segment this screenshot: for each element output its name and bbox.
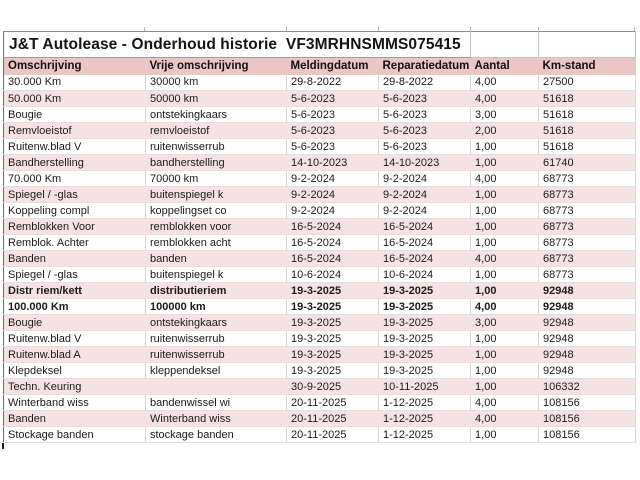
cell-meldingdatum[interactable]: 19-3-2025 [287, 315, 379, 331]
cell-omschrijving[interactable]: Bougie [4, 315, 146, 331]
cell-vrije-omschrijving[interactable]: banden [146, 251, 287, 267]
table-row [4, 379, 636, 395]
cell-km-stand[interactable]: 92948 [539, 331, 636, 347]
cell-aantal[interactable]: 1,00 [471, 347, 539, 363]
cell-meldingdatum[interactable]: 9-2-2024 [287, 187, 379, 203]
cell-vrije-omschrijving[interactable]: Winterband wiss [146, 411, 287, 427]
cell-meldingdatum[interactable]: 5-6-2023 [287, 107, 379, 123]
cell-meldingdatum[interactable]: 9-2-2024 [287, 203, 379, 219]
cell-omschrijving[interactable]: Ruitenw.blad V [4, 139, 146, 155]
cell-vrije-omschrijving[interactable]: ontstekingkaars [146, 315, 287, 331]
cell-omschrijving[interactable]: Remblokken Voor [4, 219, 146, 235]
cell-omschrijving[interactable]: Bougie [4, 107, 146, 123]
grid-tick [538, 27, 539, 31]
cell-reparatiedatum[interactable]: 16-5-2024 [379, 235, 471, 251]
cell-meldingdatum[interactable]: 20-11-2025 [287, 411, 379, 427]
cell-meldingdatum[interactable]: 19-3-2025 [287, 283, 379, 299]
cell-meldingdatum[interactable]: 16-5-2024 [287, 235, 379, 251]
cell-meldingdatum[interactable]: 5-6-2023 [287, 139, 379, 155]
cell-aantal[interactable]: 1,00 [471, 219, 539, 235]
cell-km-stand[interactable]: 106332 [539, 379, 636, 395]
table-row [4, 427, 636, 443]
column-header-row [4, 58, 636, 75]
cell-vrije-omschrijving[interactable]: ruitenwisserrub [146, 331, 287, 347]
cell-omschrijving[interactable]: Stockage banden [4, 427, 146, 443]
cell-reparatiedatum[interactable]: 19-3-2025 [379, 363, 471, 379]
cell-km-stand[interactable]: 68773 [539, 235, 636, 251]
cell-vrije-omschrijving[interactable]: buitenspiegel k [146, 187, 287, 203]
cell-omschrijving[interactable]: Spiegel / -glas [4, 267, 146, 283]
cell-vrije-omschrijving[interactable]: ruitenwisserrub [146, 347, 287, 363]
cell-reparatiedatum[interactable]: 1-12-2025 [379, 395, 471, 411]
column-header-aantal: Aantal [471, 58, 539, 75]
column-header-reparatiedatum: Reparatiedatum [379, 58, 471, 75]
table-row [4, 219, 636, 235]
cell-km-stand[interactable]: 68773 [539, 203, 636, 219]
cell-aantal[interactable]: 4,00 [471, 411, 539, 427]
cell-reparatiedatum[interactable]: 9-2-2024 [379, 203, 471, 219]
table-row [4, 235, 636, 251]
cell-aantal[interactable]: 1,00 [471, 283, 539, 299]
cell-km-stand[interactable]: 68773 [539, 187, 636, 203]
cell-vrije-omschrijving[interactable]: remvloeistof [146, 123, 287, 139]
column-header-km-stand: Km-stand [539, 58, 636, 75]
cell-meldingdatum[interactable]: 29-8-2022 [287, 75, 379, 91]
table-row [4, 91, 636, 107]
cell-omschrijving[interactable]: Koppeling compl [4, 203, 146, 219]
column-header-vrije-omschrijving: Vrije omschrijving [146, 58, 287, 75]
title-row [4, 32, 636, 58]
table-row [4, 299, 636, 315]
cell-omschrijving[interactable]: Bandherstelling [4, 155, 146, 171]
cell-omschrijving[interactable]: Remvloeistof [4, 123, 146, 139]
column-header-meldingdatum: Meldingdatum [287, 58, 379, 75]
cell-km-stand[interactable]: 92948 [539, 363, 636, 379]
cell-reparatiedatum[interactable]: 1-12-2025 [379, 427, 471, 443]
cell-reparatiedatum[interactable]: 10-11-2025 [379, 379, 471, 395]
cell-aantal[interactable]: 3,00 [471, 315, 539, 331]
cell-omschrijving[interactable]: 70.000 Km [4, 171, 146, 187]
cell-omschrijving[interactable]: Klepdeksel [4, 363, 146, 379]
cell-vrije-omschrijving[interactable]: kleppendeksel [146, 363, 287, 379]
table-row [4, 155, 636, 171]
table-row [4, 331, 636, 347]
grid-tick [286, 27, 287, 31]
table-row [4, 363, 636, 379]
grid-tick [470, 27, 471, 31]
cell-meldingdatum[interactable]: 9-2-2024 [287, 171, 379, 187]
cell-omschrijving[interactable]: Winterband wiss [4, 395, 146, 411]
cell-border-mark [2, 443, 4, 449]
cell-meldingdatum[interactable]: 19-3-2025 [287, 299, 379, 315]
cell-vrije-omschrijving[interactable]: distributieriem [146, 283, 287, 299]
table-row [4, 283, 636, 299]
cell-aantal[interactable]: 1,00 [471, 363, 539, 379]
cell-km-stand[interactable]: 27500 [539, 75, 636, 91]
cell-km-stand[interactable]: 51618 [539, 107, 636, 123]
cell-reparatiedatum[interactable]: 29-8-2022 [379, 75, 471, 91]
cell-reparatiedatum[interactable]: 14-10-2023 [379, 155, 471, 171]
cell-aantal[interactable]: 1,00 [471, 331, 539, 347]
table-row [4, 171, 636, 187]
grid-tick [378, 27, 379, 31]
cell-aantal[interactable]: 4,00 [471, 91, 539, 107]
cell-omschrijving[interactable]: 50.000 Km [4, 91, 146, 107]
cell-meldingdatum[interactable]: 16-5-2024 [287, 251, 379, 267]
cell-km-stand[interactable]: 108156 [539, 395, 636, 411]
table-row [4, 347, 636, 363]
cell-vrije-omschrijving[interactable]: koppelingset co [146, 203, 287, 219]
cell-meldingdatum[interactable]: 30-9-2025 [287, 379, 379, 395]
cell-vrije-omschrijving[interactable] [146, 379, 287, 395]
table-row [4, 107, 636, 123]
cell-reparatiedatum[interactable]: 5-6-2023 [379, 91, 471, 107]
table-row [4, 267, 636, 283]
cell-vrije-omschrijving[interactable]: ruitenwisserrub [146, 139, 287, 155]
cell-km-stand[interactable]: 68773 [539, 267, 636, 283]
cell-omschrijving[interactable]: Banden [4, 251, 146, 267]
cell-omschrijving[interactable]: Ruitenw.blad A [4, 347, 146, 363]
cell-meldingdatum[interactable]: 19-3-2025 [287, 363, 379, 379]
cell-aantal[interactable]: 1,00 [471, 139, 539, 155]
table-row [4, 203, 636, 219]
cell-km-stand[interactable]: 108156 [539, 427, 636, 443]
cell-omschrijving[interactable]: Banden [4, 411, 146, 427]
cell-aantal[interactable]: 2,00 [471, 123, 539, 139]
cell-meldingdatum[interactable]: 14-10-2023 [287, 155, 379, 171]
cell-vrije-omschrijving[interactable]: stockage banden [146, 427, 287, 443]
cell-km-stand[interactable]: 51618 [539, 91, 636, 107]
cell-meldingdatum[interactable]: 19-3-2025 [287, 347, 379, 363]
maintenance-table-body [4, 75, 636, 443]
cell-km-stand[interactable]: 108156 [539, 411, 636, 427]
cell-reparatiedatum[interactable]: 19-3-2025 [379, 299, 471, 315]
cell-km-stand[interactable]: 92948 [539, 315, 636, 331]
cell-omschrijving[interactable]: Remblok. Achter [4, 235, 146, 251]
table-row [4, 123, 636, 139]
empty-title-cell[interactable] [539, 32, 636, 58]
cell-meldingdatum[interactable]: 20-11-2025 [287, 395, 379, 411]
cell-km-stand[interactable]: 51618 [539, 139, 636, 155]
column-header-omschrijving: Omschrijving [4, 58, 146, 75]
cell-reparatiedatum[interactable]: 16-5-2024 [379, 219, 471, 235]
cell-km-stand[interactable]: 92948 [539, 299, 636, 315]
report-title: J&T Autolease - Onderhoud historie VF3MRHNSMMS075415 [4, 32, 471, 58]
cell-aantal[interactable]: 4,00 [471, 251, 539, 267]
cell-aantal[interactable]: 1,00 [471, 187, 539, 203]
cell-km-stand[interactable]: 68773 [539, 251, 636, 267]
cell-aantal[interactable]: 1,00 [471, 155, 539, 171]
table-row [4, 139, 636, 155]
cell-aantal[interactable]: 1,00 [471, 235, 539, 251]
table-row [4, 75, 636, 91]
cell-vrije-omschrijving[interactable]: ontstekingkaars [146, 107, 287, 123]
cell-vrije-omschrijving[interactable]: remblokken acht [146, 235, 287, 251]
cell-vrije-omschrijving[interactable]: 30000 km [146, 75, 287, 91]
cell-reparatiedatum[interactable]: 9-2-2024 [379, 171, 471, 187]
cell-vrije-omschrijving[interactable]: buitenspiegel k [146, 267, 287, 283]
table-row [4, 187, 636, 203]
cell-omschrijving[interactable]: Distr riem/kett [4, 283, 146, 299]
cell-reparatiedatum[interactable]: 19-3-2025 [379, 347, 471, 363]
cell-aantal[interactable]: 1,00 [471, 379, 539, 395]
cell-aantal[interactable]: 1,00 [471, 267, 539, 283]
cell-km-stand[interactable]: 61740 [539, 155, 636, 171]
empty-title-cell[interactable] [471, 32, 539, 58]
table-row [4, 315, 636, 331]
cell-reparatiedatum[interactable]: 5-6-2023 [379, 107, 471, 123]
cell-vrije-omschrijving[interactable]: 50000 km [146, 91, 287, 107]
cell-vrije-omschrijving[interactable]: 100000 km [146, 299, 287, 315]
cell-reparatiedatum[interactable]: 5-6-2023 [379, 123, 471, 139]
table-row [4, 411, 636, 427]
table-row [4, 251, 636, 267]
maintenance-history-table [3, 31, 636, 443]
cell-km-stand[interactable]: 68773 [539, 219, 636, 235]
grid-tick [144, 27, 145, 31]
cell-aantal[interactable]: 1,00 [471, 427, 539, 443]
cell-omschrijving[interactable]: Ruitenw.blad V [4, 331, 146, 347]
cell-omschrijving[interactable]: 100.000 Km [4, 299, 146, 315]
cell-reparatiedatum[interactable]: 5-6-2023 [379, 139, 471, 155]
cell-reparatiedatum[interactable]: 19-3-2025 [379, 283, 471, 299]
cell-aantal[interactable]: 3,00 [471, 107, 539, 123]
cell-aantal[interactable]: 4,00 [471, 395, 539, 411]
cell-aantal[interactable]: 4,00 [471, 171, 539, 187]
cell-km-stand[interactable]: 92948 [539, 283, 636, 299]
cell-omschrijving[interactable]: Techn. Keuring [4, 379, 146, 395]
cell-meldingdatum[interactable]: 5-6-2023 [287, 123, 379, 139]
cell-meldingdatum[interactable]: 19-3-2025 [287, 331, 379, 347]
cell-meldingdatum[interactable]: 16-5-2024 [287, 219, 379, 235]
cell-reparatiedatum[interactable]: 16-5-2024 [379, 251, 471, 267]
cell-meldingdatum[interactable]: 20-11-2025 [287, 427, 379, 443]
cell-reparatiedatum[interactable]: 10-6-2024 [379, 267, 471, 283]
cell-omschrijving[interactable]: Spiegel / -glas [4, 187, 146, 203]
spreadsheet [3, 31, 635, 443]
cell-vrije-omschrijving[interactable]: bandenwissel wi [146, 395, 287, 411]
table-row [4, 395, 636, 411]
grid-tick [634, 27, 635, 31]
cell-aantal[interactable]: 4,00 [471, 299, 539, 315]
cell-meldingdatum[interactable]: 10-6-2024 [287, 267, 379, 283]
cell-omschrijving[interactable]: 30.000 Km [4, 75, 146, 91]
cell-km-stand[interactable]: 92948 [539, 347, 636, 363]
cell-aantal[interactable]: 1,00 [471, 203, 539, 219]
cell-vrije-omschrijving[interactable]: 70000 km [146, 171, 287, 187]
cell-reparatiedatum[interactable]: 9-2-2024 [379, 187, 471, 203]
cell-vrije-omschrijving[interactable]: bandherstelling [146, 155, 287, 171]
cell-meldingdatum[interactable]: 5-6-2023 [287, 91, 379, 107]
cell-km-stand[interactable]: 68773 [539, 171, 636, 187]
cell-reparatiedatum[interactable]: 1-12-2025 [379, 411, 471, 427]
cell-aantal[interactable]: 4,00 [471, 75, 539, 91]
cell-km-stand[interactable]: 51618 [539, 123, 636, 139]
cell-reparatiedatum[interactable]: 19-3-2025 [379, 315, 471, 331]
cell-reparatiedatum[interactable]: 19-3-2025 [379, 331, 471, 347]
cell-vrije-omschrijving[interactable]: remblokken voor [146, 219, 287, 235]
